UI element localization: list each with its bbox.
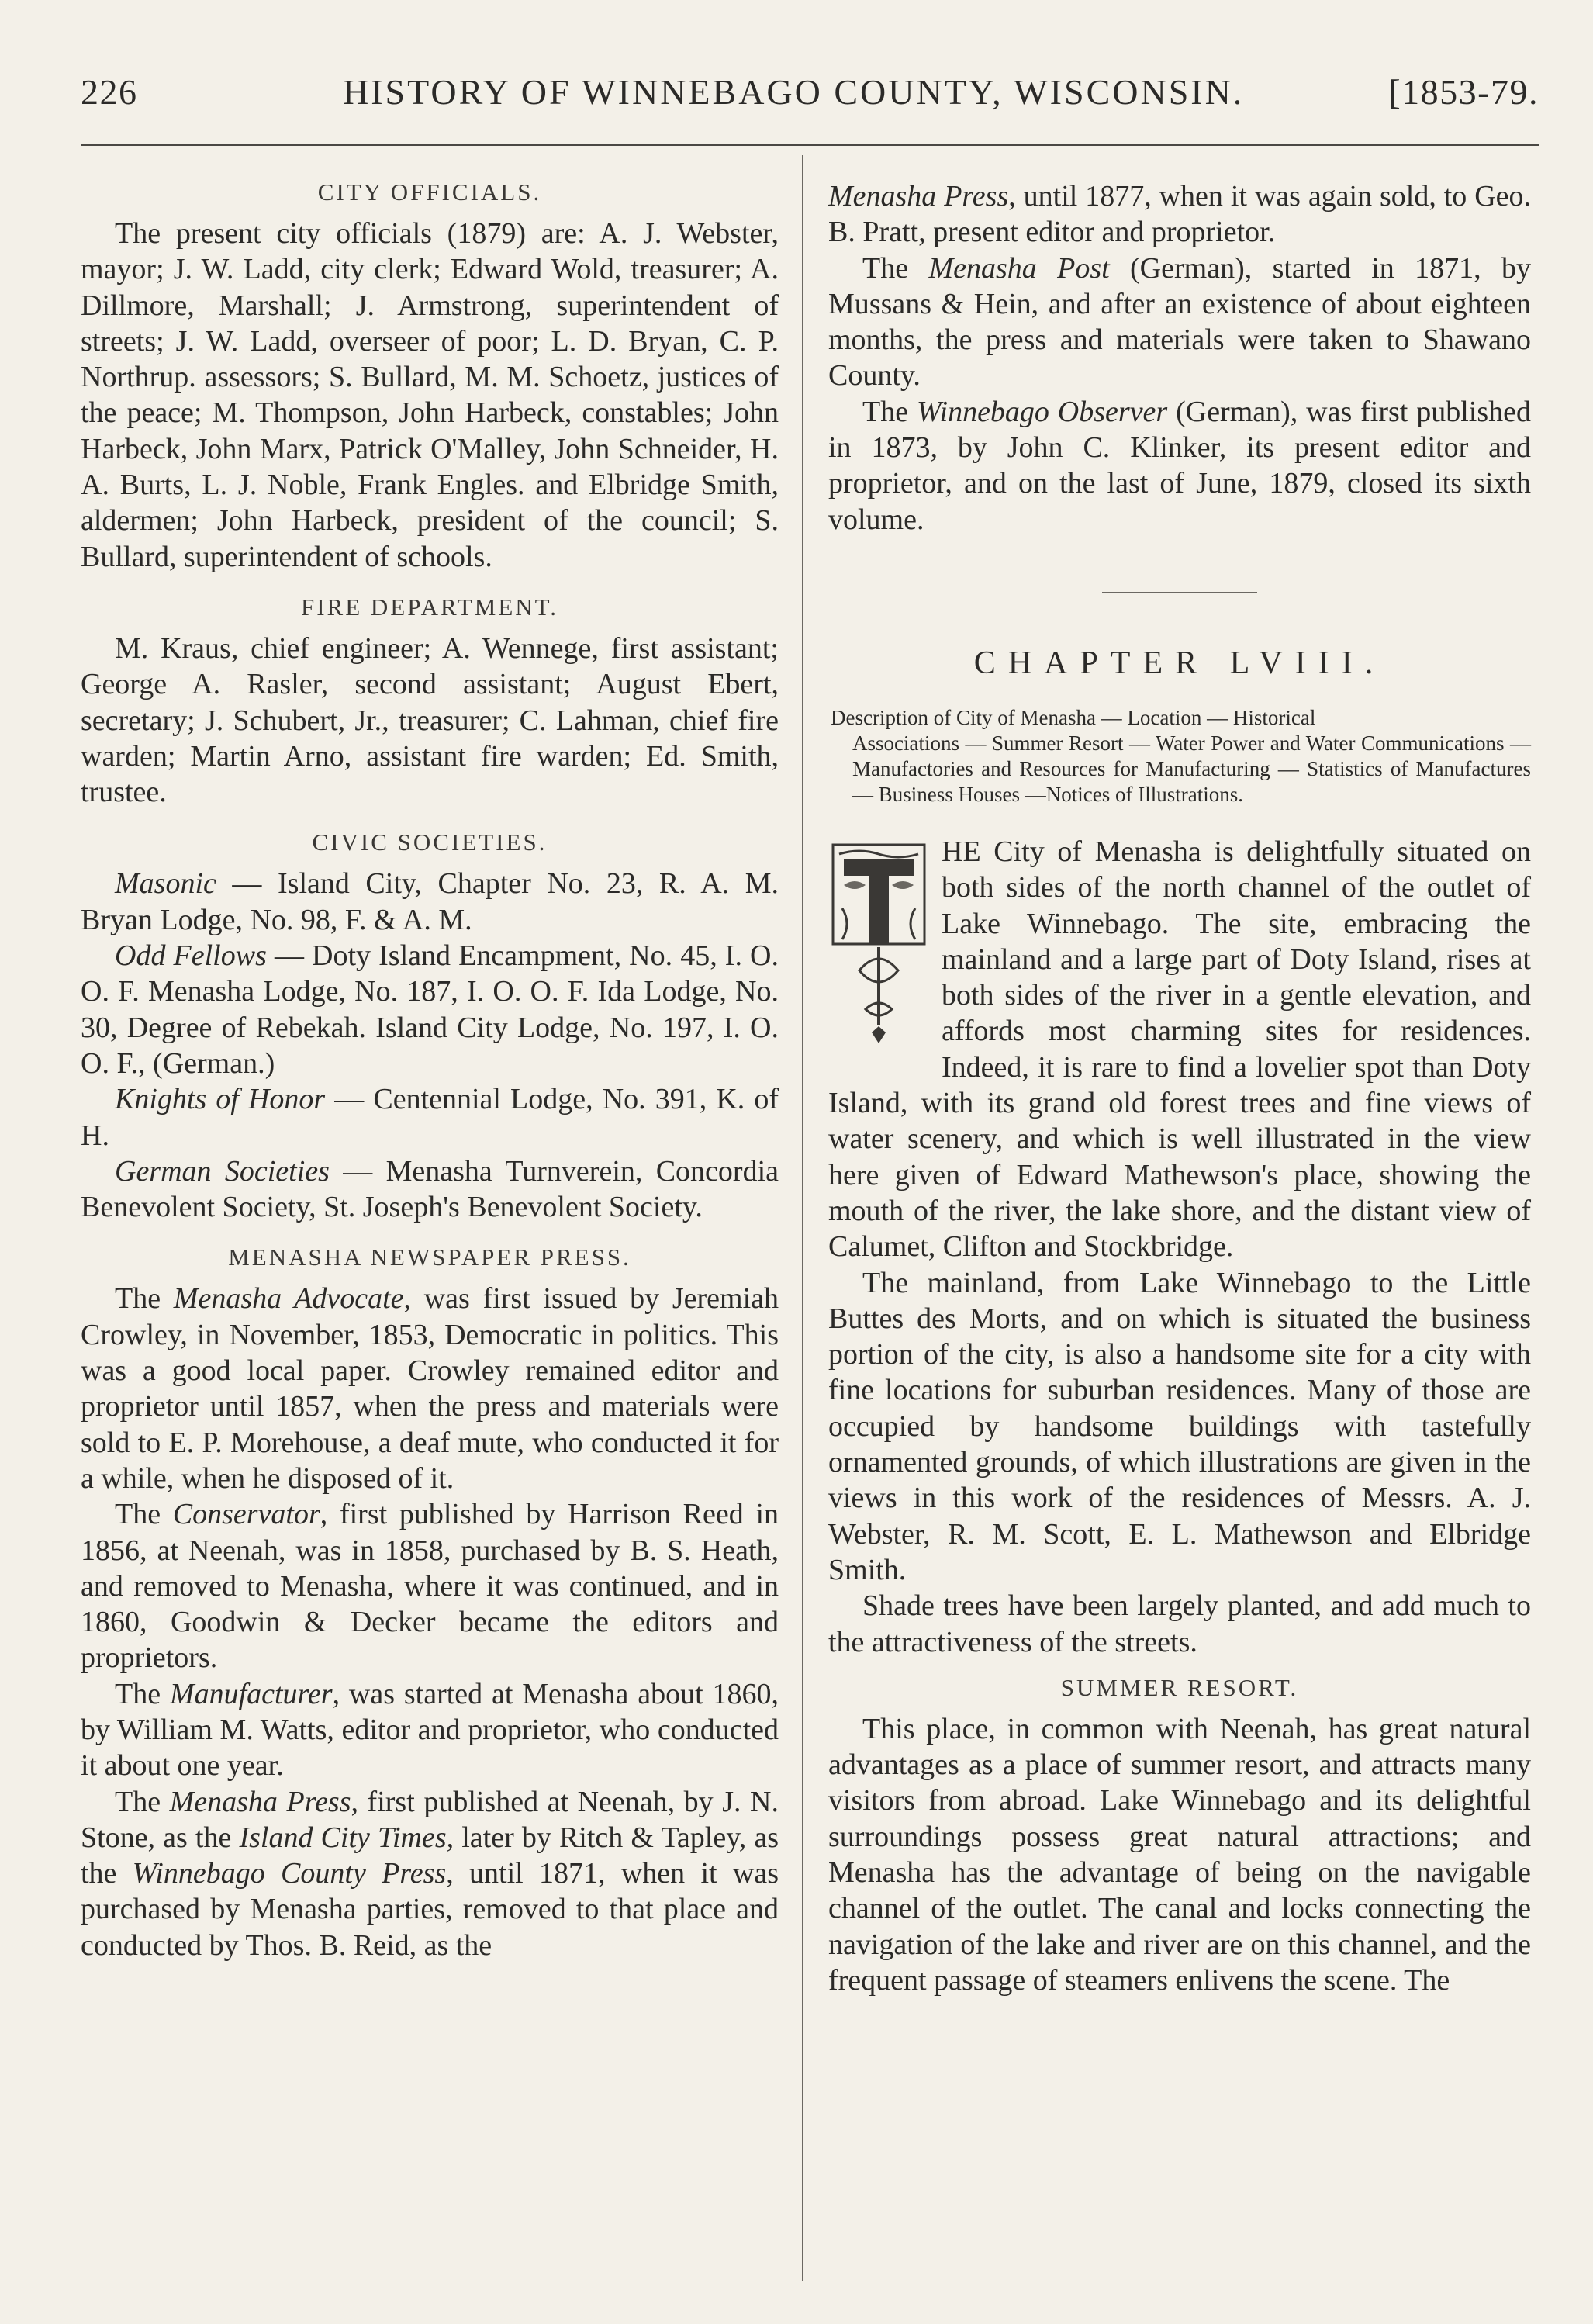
text-run: (German), was first published in 1873, by John C. Klinker, its present editor and proprietor, and on the last of June, 1879, closed its sixth volume. bbox=[828, 395, 1531, 536]
section-heading: CITY OFFICIALS. bbox=[317, 178, 542, 206]
section-heading: MENASHA NEWSPAPER PRESS. bbox=[228, 1243, 631, 1271]
paragraph bbox=[81, 1153, 779, 1226]
society-label: Odd Fellows bbox=[115, 939, 267, 973]
synopsis-text: Associations — Summer Resort — Water Power and Water Communications — Manufactories and Resources for Manufacturing — Statistics of Manufactures — Business Houses —Notices of Illustrations. bbox=[852, 731, 1531, 806]
newspaper-title: Island City Times bbox=[239, 1821, 447, 1854]
society-text: — Centennial Lodge, No. 391, K. of H. bbox=[81, 1083, 779, 1152]
newspaper-title: Manufacturer bbox=[169, 1677, 333, 1710]
newspaper-title: Conservator bbox=[172, 1498, 320, 1531]
ornamental-t-icon bbox=[828, 839, 929, 1060]
running-header bbox=[81, 71, 1539, 118]
ornamental-initial bbox=[828, 839, 929, 1060]
chapter-synopsis bbox=[828, 705, 1531, 808]
text-run: The bbox=[115, 1785, 170, 1818]
society-label: German Societies bbox=[115, 1154, 330, 1188]
synopsis-line: Description of City of Menasha — Location — Historical bbox=[831, 705, 1316, 729]
page-number: 226 bbox=[81, 72, 138, 112]
section-heading: CIVIC SOCIETIES. bbox=[312, 828, 548, 856]
society-label: Knights of Honor bbox=[115, 1083, 326, 1116]
newspaper-title: Winnebago County Press bbox=[132, 1857, 447, 1890]
paragraph bbox=[81, 1784, 779, 1963]
paragraph: Shade trees have been largely planted, and add much to the attractiveness of the streets. bbox=[828, 1589, 1531, 1658]
chapter-title: CHAPTER LVIII. bbox=[973, 645, 1386, 681]
right-column bbox=[828, 178, 1531, 1998]
newspaper-title: Winnebago Observer bbox=[916, 395, 1168, 428]
newspaper-title: Menasha Advocate bbox=[173, 1282, 404, 1316]
text-run: The bbox=[862, 395, 917, 428]
paragraph bbox=[81, 1081, 779, 1153]
paragraph bbox=[828, 178, 1531, 251]
running-title: HISTORY OF WINNEBAGO COUNTY, WISCONSIN. bbox=[343, 72, 1245, 112]
text-run: , until 1871, when it was purchased by Menasha parties, removed to that place and conducted by Thos. B. Reid, as the bbox=[81, 1857, 779, 1962]
society-text: — Doty Island Encampment, No. 45, I. O. O. F. Menasha Lodge, No. 187, I. O. O. F. Ida Lodge, No. 30, Degree of Rebekah. Island City Lodge, No. 197, I. O. O. F., (German.) bbox=[81, 939, 779, 1080]
year-range: [1853-79. bbox=[1388, 72, 1539, 112]
paragraph bbox=[828, 251, 1531, 394]
paragraph: HE City of Menasha is delightfully situated on both sides of the north channel of the outlet of Lake Winnebago. The site, embracing the mainland and a large part of Doty Island, rises at both sides of the river in a gentle elevation, and affords most charming sites for residences. Indeed, it is rare to find a lovelier spot than Doty Island, with its grand old forest trees and fine views of water scenery, and which is well illustrated in the view here given of Edward Mathewson's place, showing the mouth of the river, the lake shore, and the distant view of Calumet, Clifton and Stockbridge. bbox=[828, 835, 1531, 1264]
paragraph: This place, in common with Neenah, has great natural advantages as a place of summer resort, and attracts many visitors from abroad. Lake Winnebago and its delightful surroundings possess great natural attractions; and Menasha has the advantage of being on the navigable channel of the outlet. The canal and locks connecting the navigation of the lake and river are on this channel, and the frequent passage of steamers enlivens the scene. The bbox=[828, 1712, 1531, 1997]
paragraph bbox=[81, 938, 779, 1081]
chapter-opening bbox=[828, 834, 1531, 1265]
text-run: , later by Ritch & Tapley, as the bbox=[81, 1821, 779, 1890]
column-divider bbox=[802, 155, 803, 2281]
section-divider bbox=[1102, 592, 1257, 593]
text-run: (German), started in 1871, by Mussans & Hein, and after an existence of about eighteen months, the press and materials were taken to Shawano County. bbox=[828, 251, 1532, 393]
section-heading: SUMMER RESORT. bbox=[1060, 1673, 1299, 1701]
newspaper-title: Menasha Press bbox=[828, 180, 1009, 213]
newspaper-title: Menasha Post bbox=[928, 251, 1110, 285]
header-rule bbox=[81, 144, 1539, 146]
section-heading: FIRE DEPARTMENT. bbox=[300, 593, 559, 621]
text-run: The bbox=[115, 1677, 170, 1710]
paragraph: The present city officials (1879) are: A. J. Webster, mayor; J. W. Ladd, city clerk; Edward Wold, treasurer; A. Dillmore, Marshall; J. Armstrong, superintendent of streets; J. W. Ladd, overseer of poor; L. D. Bryan, C. P. Northrup. assessors; S. Bullard, M. M. Schoetz, justices of the peace; M. Thompson, John Harbeck, constables; John Harbeck, John Marx, Patrick O'Malley, John Schneider, H. A. Burts, L. J. Noble, Frank Engles. and Elbridge Smith, aldermen; John Harbeck, president of the council; S. Bullard, superintendent of schools. bbox=[81, 217, 779, 573]
paragraph bbox=[81, 1676, 779, 1784]
paragraph bbox=[81, 1496, 779, 1676]
newspaper-title: Menasha Press bbox=[169, 1785, 351, 1818]
text-run: , was first issued by Jeremiah Crowley, in November, 1853, Democratic in politics. This was a good local paper. Crowley remained editor and proprietor until 1857, when the press and materials were sold to E. P. Morehouse, a deaf mute, who conducted it for a while, when he disposed of it. bbox=[81, 1282, 779, 1495]
paragraph bbox=[828, 394, 1531, 538]
society-text: — Menasha Turnverein, Concordia Benevolent Society, St. Joseph's Benevolent Society. bbox=[81, 1154, 779, 1224]
paragraph bbox=[81, 1281, 779, 1496]
society-label: Masonic bbox=[115, 867, 216, 901]
text-run: , until 1877, when it was again sold, to Geo. B. Pratt, present editor and proprietor. bbox=[828, 180, 1532, 249]
text-run: The bbox=[115, 1498, 173, 1531]
text-run: The bbox=[862, 251, 929, 285]
text-run: The bbox=[115, 1282, 174, 1316]
paragraph bbox=[81, 866, 779, 938]
text-run: , was started at Menasha about 1860, by William M. Watts, editor and proprietor, who conducted it about one year. bbox=[81, 1677, 779, 1783]
left-column bbox=[81, 178, 779, 1963]
society-text: — Island City, Chapter No. 23, R. A. M. Bryan Lodge, No. 98, F. & A. M. bbox=[81, 867, 779, 936]
text-run: , first published at Neenah, by J. N. Stone, as the bbox=[81, 1785, 779, 1854]
text-run: , first published by Harrison Reed in 1856, at Neenah, was in 1858, purchased by B. S. Heath, and removed to Menasha, where it was continued, and in 1860, Goodwin & Decker became the editors and proprietors. bbox=[81, 1498, 779, 1675]
paragraph: The mainland, from Lake Winnebago to the Little Buttes des Morts, and on which is situated the business portion of the city, is also a handsome site for a city with fine locations for suburban residences. Many of those are occupied by handsome buildings with tastefully ornamented grounds, of which illustrations are given in the views in this work of the residences of Messrs. A. J. Webster, R. M. Scott, E. L. Mathewson and Elbridge Smith. bbox=[828, 1266, 1531, 1586]
paragraph: M. Kraus, chief engineer; A. Wennege, first assistant; George A. Rasler, second assistant; August Ebert, secretary; J. Schubert, Jr., treasurer; C. Lahman, chief fire warden; Martin Arno, assistant fire warden; Ed. Smith, trustee. bbox=[81, 631, 779, 809]
